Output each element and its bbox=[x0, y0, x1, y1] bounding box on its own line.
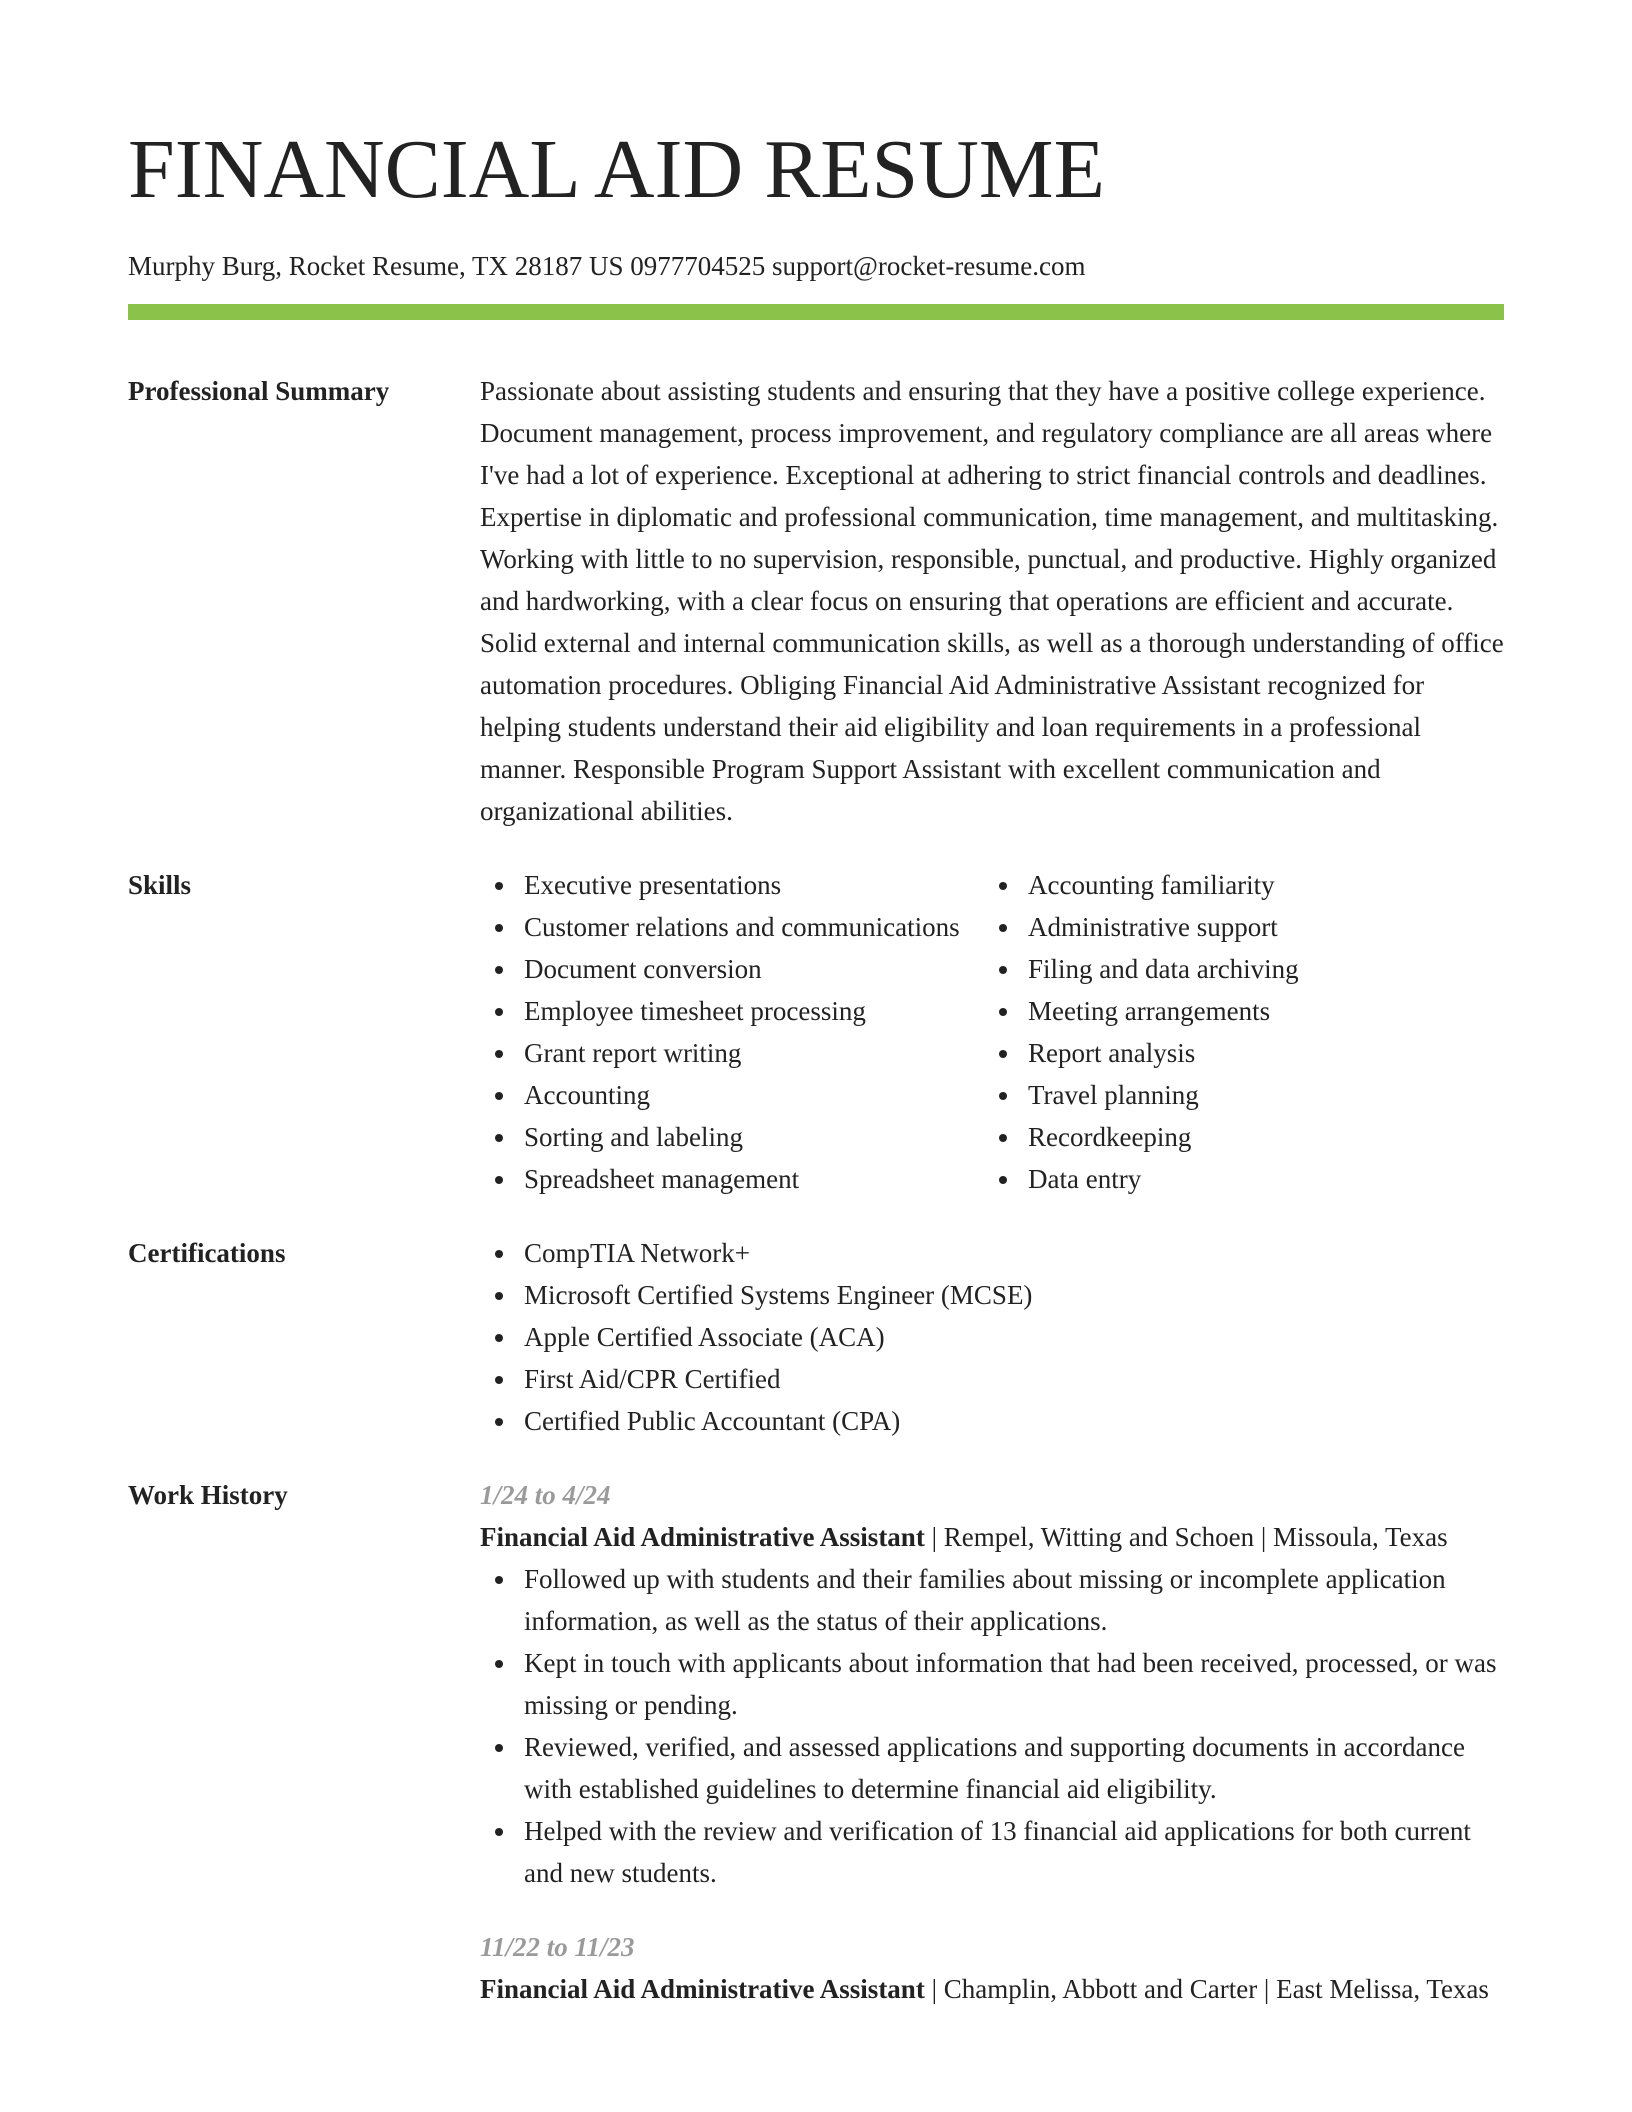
section-label: Professional Summary bbox=[128, 376, 390, 406]
work-history-body bbox=[480, 1474, 1504, 2010]
job-heading bbox=[480, 1968, 1504, 2010]
certification-item: CompTIA Network+ bbox=[524, 1232, 1504, 1274]
job-dates: 11/22 to 11/23 bbox=[480, 1932, 635, 1962]
section-body bbox=[480, 1232, 1504, 1442]
skill-item: Filing and data archiving bbox=[1028, 948, 1488, 990]
section-label: Work History bbox=[128, 1480, 288, 1510]
skill-item: Accounting bbox=[524, 1074, 984, 1116]
skill-item: Customer relations and communications bbox=[524, 906, 984, 948]
skill-item: Document conversion bbox=[524, 948, 984, 990]
skill-item: Administrative support bbox=[1028, 906, 1488, 948]
certification-item: Certified Public Accountant (CPA) bbox=[524, 1400, 1504, 1442]
job-bullet: Reviewed, verified, and assessed applications and supporting documents in accordance with established guidelines to determine financial aid eligibility. bbox=[524, 1726, 1504, 1810]
certifications-section bbox=[128, 1232, 1504, 1442]
accent-divider bbox=[128, 304, 1504, 320]
skills-columns bbox=[480, 864, 1504, 1200]
job-bullet: Followed up with students and their families about missing or incomplete application information, as well as the status of their applications. bbox=[524, 1558, 1504, 1642]
job-responsibilities bbox=[480, 1558, 1504, 1894]
skills-list-left bbox=[480, 864, 984, 1200]
work-history-section bbox=[128, 1474, 1504, 2010]
section-body bbox=[480, 370, 1504, 832]
job-entry bbox=[480, 1926, 1504, 2010]
skill-item: Grant report writing bbox=[524, 1032, 984, 1074]
certification-item: First Aid/CPR Certified bbox=[524, 1358, 1504, 1400]
resume-title: FINANCIAL AID RESUME bbox=[128, 123, 1105, 216]
professional-summary-section bbox=[128, 370, 1504, 832]
job-employer-location: | Rempel, Witting and Schoen | Missoula, Texas bbox=[924, 1522, 1448, 1552]
certifications-list bbox=[480, 1232, 1504, 1442]
skill-item: Spreadsheet management bbox=[524, 1158, 984, 1200]
skills-section bbox=[128, 864, 1504, 1200]
section-label: Skills bbox=[128, 870, 192, 900]
summary-text: Passionate about assisting students and ensuring that they have a positive college experience. Document management, process improvement, and regulatory compliance are all areas where I've had a lot of experience. Exceptional at adhering to strict financial controls and deadlines. Expertise in diplomatic and professional communication, time management, and multitasking. Working with little to no supervision, responsible, punctual, and productive. Highly organized and hardworking, with a clear focus on ensuring that operations are efficient and accurate. Solid external and internal communication skills, as well as a thorough understanding of office automation procedures. Obliging Financial Aid Administrative Assistant recognized for helping students understand their aid eligibility and loan requirements in a professional manner. Responsible Program Support Assistant with excellent communication and organizational abilities. bbox=[480, 376, 1504, 826]
job-heading bbox=[480, 1516, 1504, 1558]
job-employer-location: | Champlin, Abbott and Carter | East Melissa, Texas bbox=[924, 1974, 1489, 2004]
skill-item: Travel planning bbox=[1028, 1074, 1488, 1116]
job-bullet: Helped with the review and verification of 13 financial aid applications for both current and new students. bbox=[524, 1810, 1504, 1894]
certification-item: Microsoft Certified Systems Engineer (MCSE) bbox=[524, 1274, 1504, 1316]
job-bullet: Kept in touch with applicants about information that had been received, processed, or was missing or pending. bbox=[524, 1642, 1504, 1726]
job-title: Financial Aid Administrative Assistant bbox=[480, 1974, 925, 2004]
resume-page bbox=[128, 0, 1504, 2010]
skill-item: Meeting arrangements bbox=[1028, 990, 1488, 1032]
skill-item: Report analysis bbox=[1028, 1032, 1488, 1074]
skill-item: Recordkeeping bbox=[1028, 1116, 1488, 1158]
skills-list-right bbox=[984, 864, 1488, 1200]
skill-item: Data entry bbox=[1028, 1158, 1488, 1200]
job-dates: 1/24 to 4/24 bbox=[480, 1480, 611, 1510]
section-body bbox=[480, 864, 1504, 1200]
job-title: Financial Aid Administrative Assistant bbox=[480, 1522, 925, 1552]
section-label: Certifications bbox=[128, 1238, 286, 1268]
skill-item: Sorting and labeling bbox=[524, 1116, 984, 1158]
skill-item: Accounting familiarity bbox=[1028, 864, 1488, 906]
skill-item: Employee timesheet processing bbox=[524, 990, 984, 1032]
skill-item: Executive presentations bbox=[524, 864, 984, 906]
job-entry bbox=[480, 1474, 1504, 1894]
contact-line: Murphy Burg, Rocket Resume, TX 28187 US 0977704525 support@rocket-resume.com bbox=[128, 251, 1086, 281]
certification-item: Apple Certified Associate (ACA) bbox=[524, 1316, 1504, 1358]
